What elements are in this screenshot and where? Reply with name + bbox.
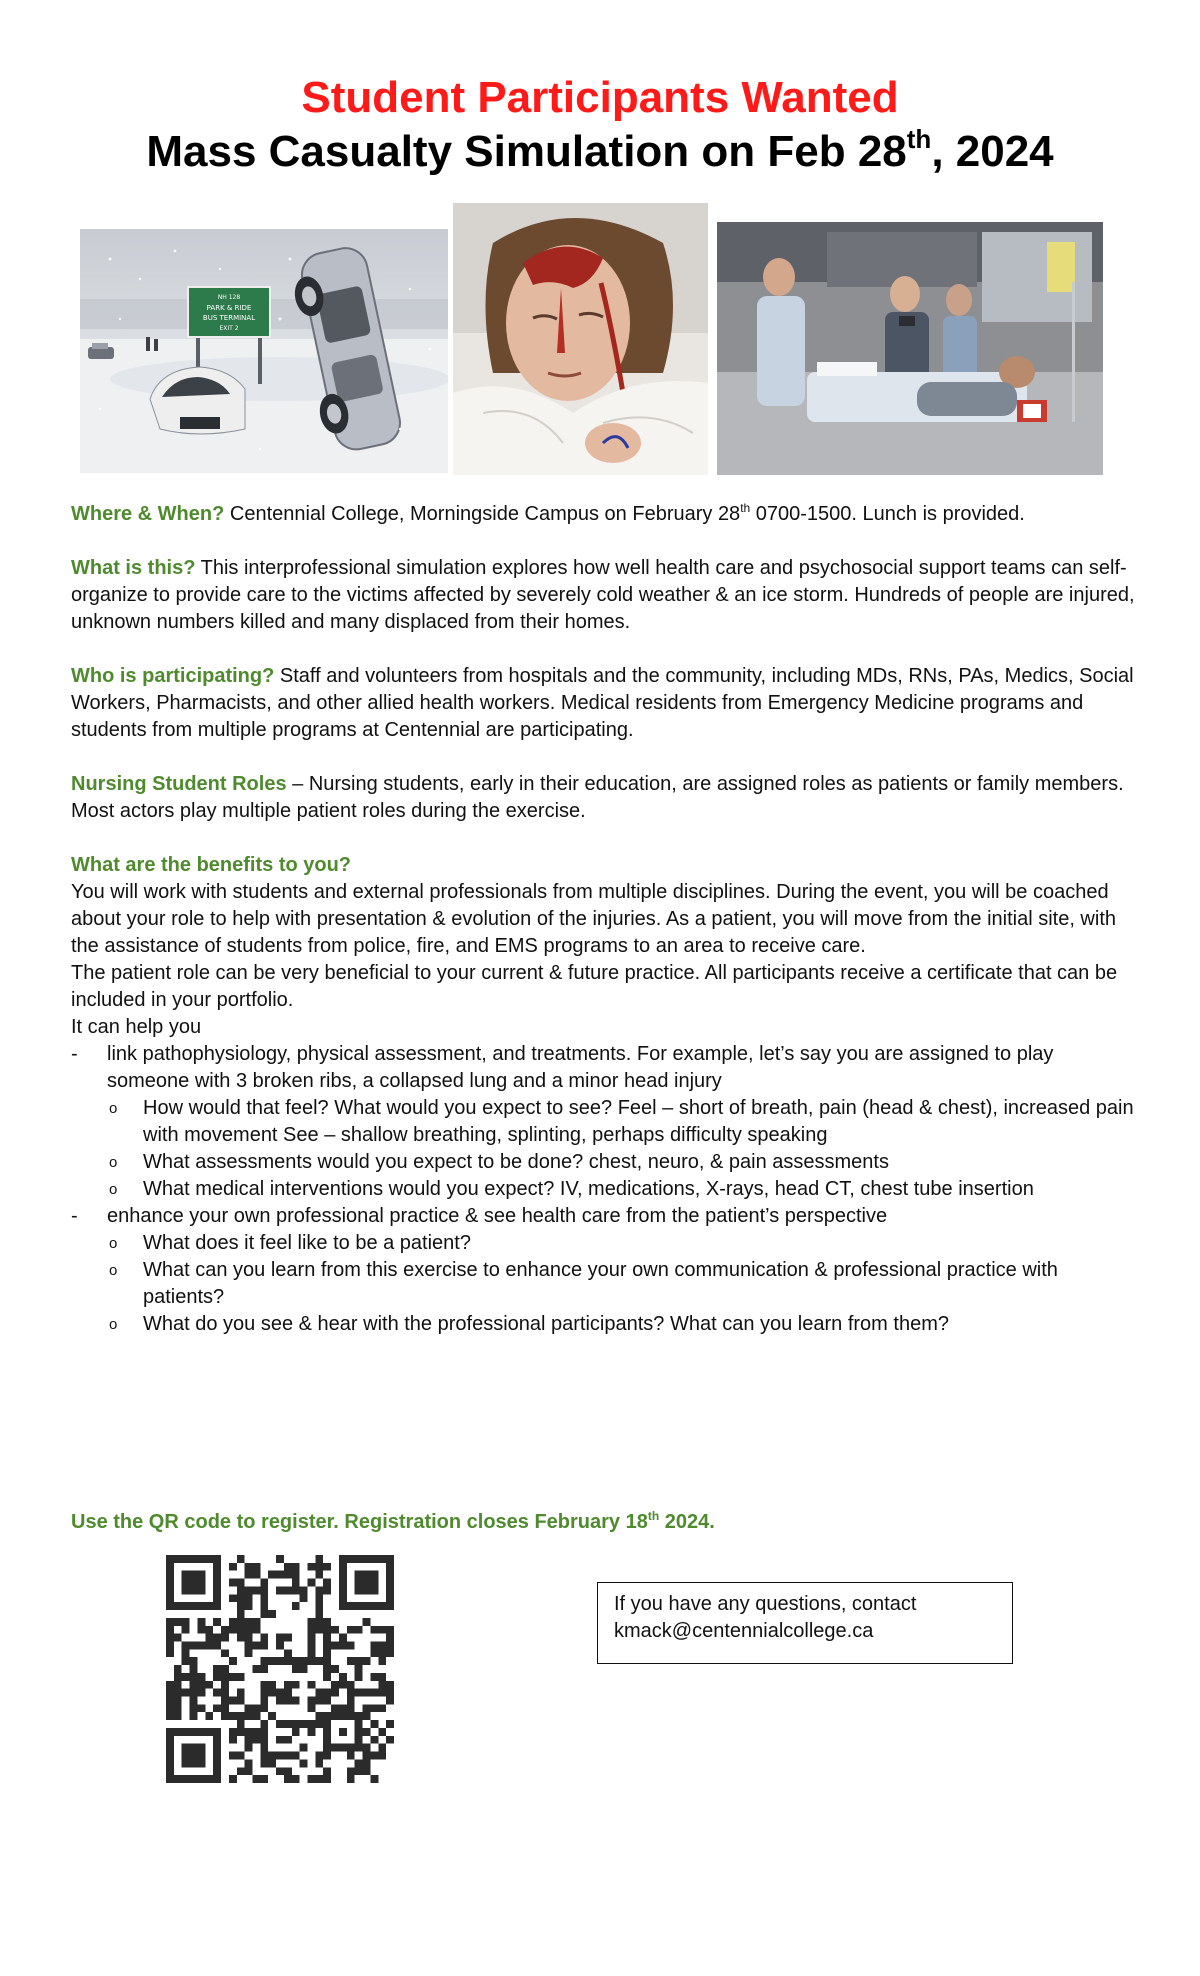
circle-marker: o: [109, 1100, 118, 1117]
benefits-list: [71, 1041, 1141, 1338]
benefit-subitem-text: What assessments would you expect to be done? chest, neuro, & pain assessments: [143, 1151, 889, 1173]
injured-woman-moulage-photo: [453, 203, 708, 475]
benefit-subitem-text: What can you learn from this exercise to enhance your own communication & professional practice with patients?: [143, 1259, 1058, 1308]
who-section: [71, 663, 1141, 744]
benefit-sublist: [107, 1095, 1141, 1203]
sign-line2: PARK & RIDE: [206, 304, 252, 312]
nursing-roles-heading: Nursing Student Roles: [71, 773, 287, 795]
subtitle-sup: th: [906, 124, 932, 154]
sign-line1: NH 128: [217, 294, 241, 301]
what-is-this-text: This interprofessional simulation explores how well health care and psychosocial support teams can self-organize to provide care to the victims affected by severely cold weather & an ice storm. Hundreds of people are injured, unknown numbers killed and many displaced from their homes.: [71, 557, 1135, 633]
winter-car-crash-photo: [80, 229, 448, 473]
benefit-item-text: link pathophysiology, physical assessment, and treatments. For example, let’s say you are assigned to play someone with 3 broken ribs, a collapsed lung and a minor head injury: [107, 1043, 1054, 1092]
benefits-para-2: The patient role can be very beneficial to your current & future practice. All participants receive a certificate that can be included in your portfolio.: [71, 962, 1118, 1011]
what-is-this-heading: What is this?: [71, 557, 196, 579]
list-item: [107, 1230, 1141, 1257]
subtitle-end: , 2024: [931, 127, 1054, 176]
circle-marker: o: [109, 1235, 118, 1252]
list-item: [107, 1257, 1141, 1311]
register-sup: th: [647, 1509, 660, 1523]
sign-line4: EXIT 2: [219, 325, 239, 332]
benefit-subitem-text: What does it feel like to be a patient?: [143, 1232, 471, 1254]
nursing-roles-text: – Nursing students, early in their education, are assigned roles as patients or family members. Most actors play multiple patient roles during the exercise.: [71, 773, 1124, 822]
circle-marker: o: [109, 1262, 118, 1279]
hospital-simulation-photo: [717, 222, 1103, 475]
where-when-sup: th: [740, 501, 751, 515]
benefits-heading: What are the benefits to you?: [71, 854, 352, 876]
flyer-subtitle: [0, 126, 1200, 178]
register-instructions: [71, 1509, 715, 1536]
list-item: [107, 1095, 1141, 1149]
benefit-sublist: [107, 1230, 1141, 1338]
list-item: [107, 1149, 1141, 1176]
dash-marker: -: [71, 1043, 78, 1065]
benefits-para-1: You will work with students and external professionals from multiple disciplines. During the event, you will be coached about your role to help with presentation & evolution of the injuries. As a patient, you will move from the initial site, with the assistance of students from police, fire, and EMS programs to an area to receive care.: [71, 881, 1116, 957]
contact-box: [597, 1582, 1013, 1664]
list-item: [71, 1203, 1141, 1338]
where-when-heading: Where & When?: [71, 503, 225, 525]
where-when-text: Centennial College, Morningside Campus on February 28: [224, 503, 741, 525]
benefit-subitem-text: How would that feel? What would you expect to see? Feel – short of breath, pain (head & chest), increased pain with movement See – shallow breathing, splinting, perhaps difficulty speaking: [143, 1097, 1134, 1146]
nursing-roles-section: [71, 771, 1141, 825]
contact-text: If you have any questions, contact: [614, 1593, 917, 1615]
contact-email[interactable]: kmack@centennialcollege.ca: [614, 1620, 874, 1642]
qr-code-graphic[interactable]: [166, 1555, 394, 1783]
qr-code-icon[interactable]: [166, 1555, 394, 1783]
circle-marker: o: [109, 1154, 118, 1171]
subtitle-main: Mass Casualty Simulation on Feb 28: [146, 127, 907, 176]
list-item: [71, 1041, 1141, 1203]
register-text-end: 2024.: [659, 1511, 715, 1533]
where-when-section: [71, 501, 1141, 528]
circle-marker: o: [109, 1181, 118, 1198]
circle-marker: o: [109, 1316, 118, 1333]
benefit-item-text: enhance your own professional practice & see health care from the patient’s perspective: [107, 1205, 888, 1227]
benefit-subitem-text: What do you see & hear with the professional participants? What can you learn from them?: [143, 1313, 949, 1335]
who-text: Staff and volunteers from hospitals and the community, including MDs, RNs, PAs, Medics, Social Workers, Pharmacists, and other allied health workers. Medical residents from Emergency Medicine programs and students from multiple programs at Centennial are participating.: [71, 665, 1134, 741]
list-item: [107, 1176, 1141, 1203]
sign-line3: BUS TERMINAL: [202, 314, 256, 322]
register-text: Use the QR code to register. Registration closes February 18: [71, 1511, 648, 1533]
dash-marker: -: [71, 1205, 78, 1227]
who-heading: Who is participating?: [71, 665, 275, 687]
benefits-para-3: It can help you: [71, 1016, 202, 1038]
flyer-title: Student Participants Wanted: [301, 73, 899, 122]
flyer-content: [71, 501, 1141, 1338]
where-when-text-end: 0700-1500. Lunch is provided.: [750, 503, 1025, 525]
what-is-this-section: [71, 555, 1141, 636]
list-item: [107, 1311, 1141, 1338]
benefit-subitem-text: What medical interventions would you expect? IV, medications, X-rays, head CT, chest tube insertion: [143, 1178, 1034, 1200]
